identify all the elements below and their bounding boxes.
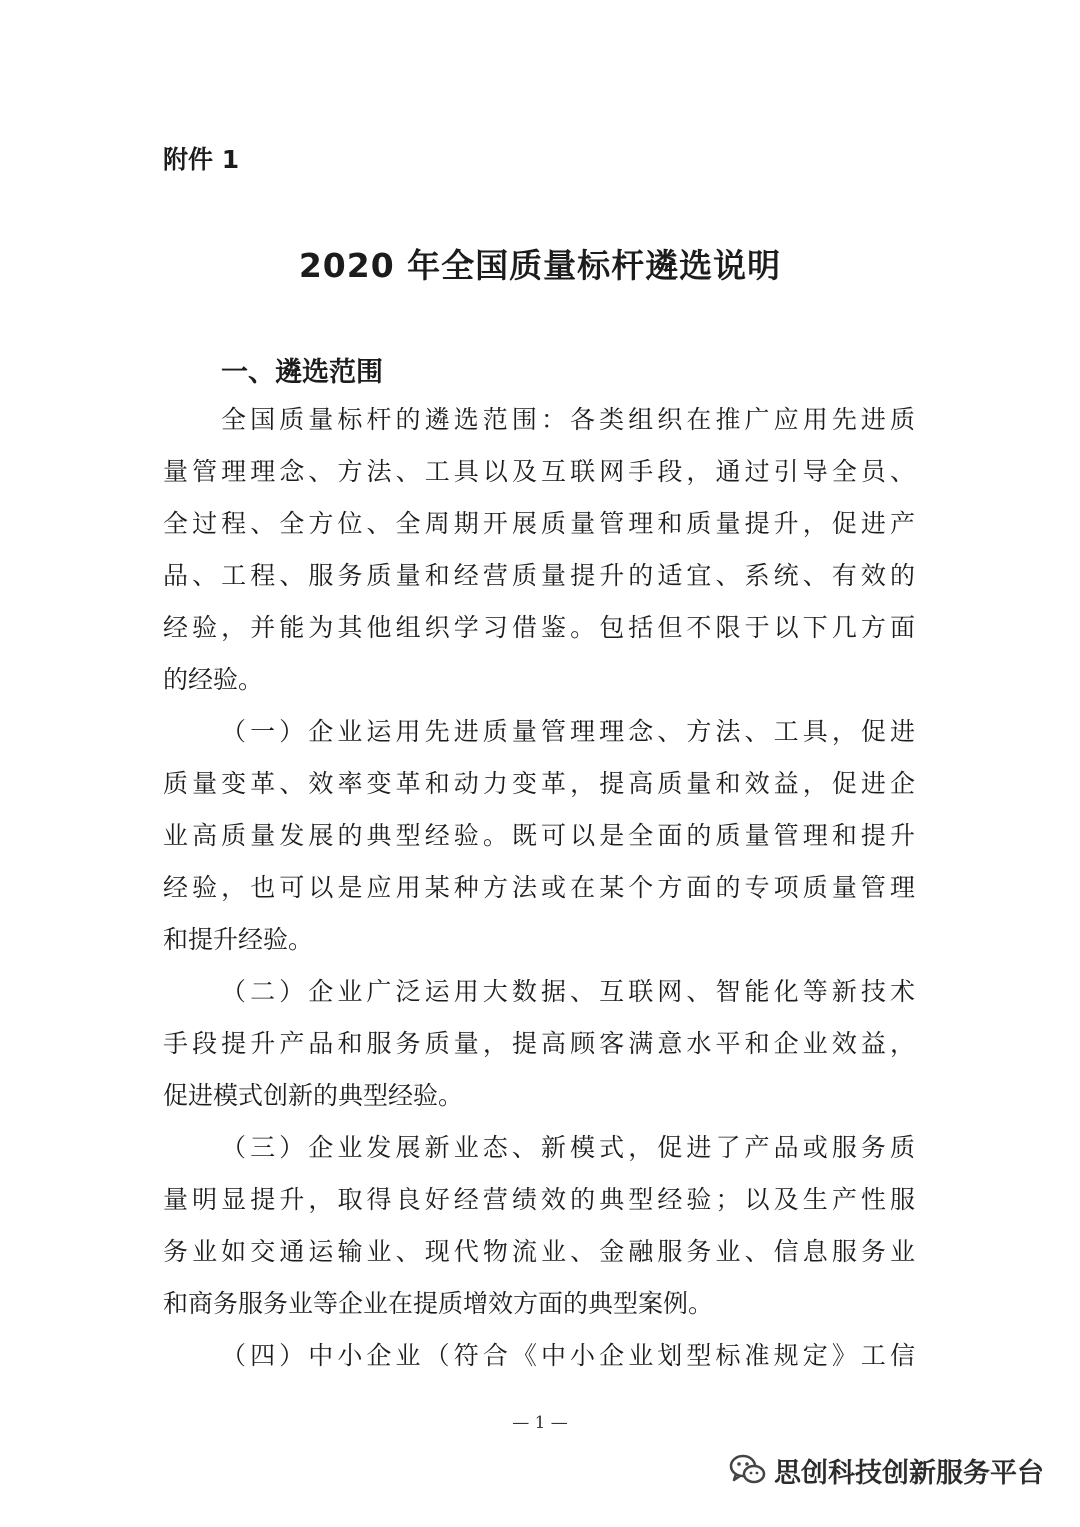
document-title: 2020 年全国质量标杆遴选说明 xyxy=(298,246,782,285)
body-line: 全国质量标杆的遴选范围：各类组织在推广应用先进质 xyxy=(221,405,915,434)
body-line: （一）企业运用先进质量管理理念、方法、工具，促进 xyxy=(221,717,915,746)
body-line: 品、工程、服务质量和经营质量提升的适宜、系统、有效的 xyxy=(163,561,915,590)
body-line: 手段提升产品和服务质量，提高顾客满意水平和企业效益， xyxy=(163,1029,915,1058)
body-line: （三）企业发展新业态、新模式，促进了产品或服务质 xyxy=(221,1133,915,1162)
body-line: 的经验。 xyxy=(163,665,264,694)
body-line: 务业如交通运输业、现代物流业、金融服务业、信息服务业 xyxy=(163,1237,915,1266)
body-line: （二）企业广泛运用大数据、互联网、智能化等新技术 xyxy=(221,977,915,1006)
wechat-icon xyxy=(728,1450,768,1490)
body-line: 全过程、全方位、全周期开展质量管理和质量提升，促进产 xyxy=(163,509,915,538)
body-line: 经验，并能为其他组织学习借鉴。包括但不限于以下几方面 xyxy=(163,613,915,642)
watermark-text: 思创科技创新服务平台 xyxy=(774,1457,1044,1489)
section-heading: 一、遴选范围 xyxy=(221,357,383,388)
body-line: 业高质量发展的典型经验。既可以是全面的质量管理和提升 xyxy=(163,821,915,850)
body-line: 和商务服务业等企业在提质增效方面的典型案例。 xyxy=(163,1289,714,1318)
body-line: 量管理理念、方法、工具以及互联网手段，通过引导全员、 xyxy=(163,457,915,486)
body-line: （四）中小企业（符合《中小企业划型标准规定》工信 xyxy=(221,1341,915,1370)
body-line: 和提升经验。 xyxy=(163,925,314,954)
body-line: 量明显提升，取得良好经营绩效的典型经验；以及生产性服 xyxy=(163,1185,915,1214)
body-line: 促进模式创新的典型经验。 xyxy=(163,1081,464,1110)
watermark xyxy=(728,1450,1044,1490)
body-line: 质量变革、效率变革和动力变革，提高质量和效益，促进企 xyxy=(163,769,915,798)
page-number: — 1 — xyxy=(512,1413,568,1433)
attachment-label: 附件 1 xyxy=(163,145,240,174)
body-line: 经验，也可以是应用某种方法或在某个方面的专项质量管理 xyxy=(163,873,915,902)
